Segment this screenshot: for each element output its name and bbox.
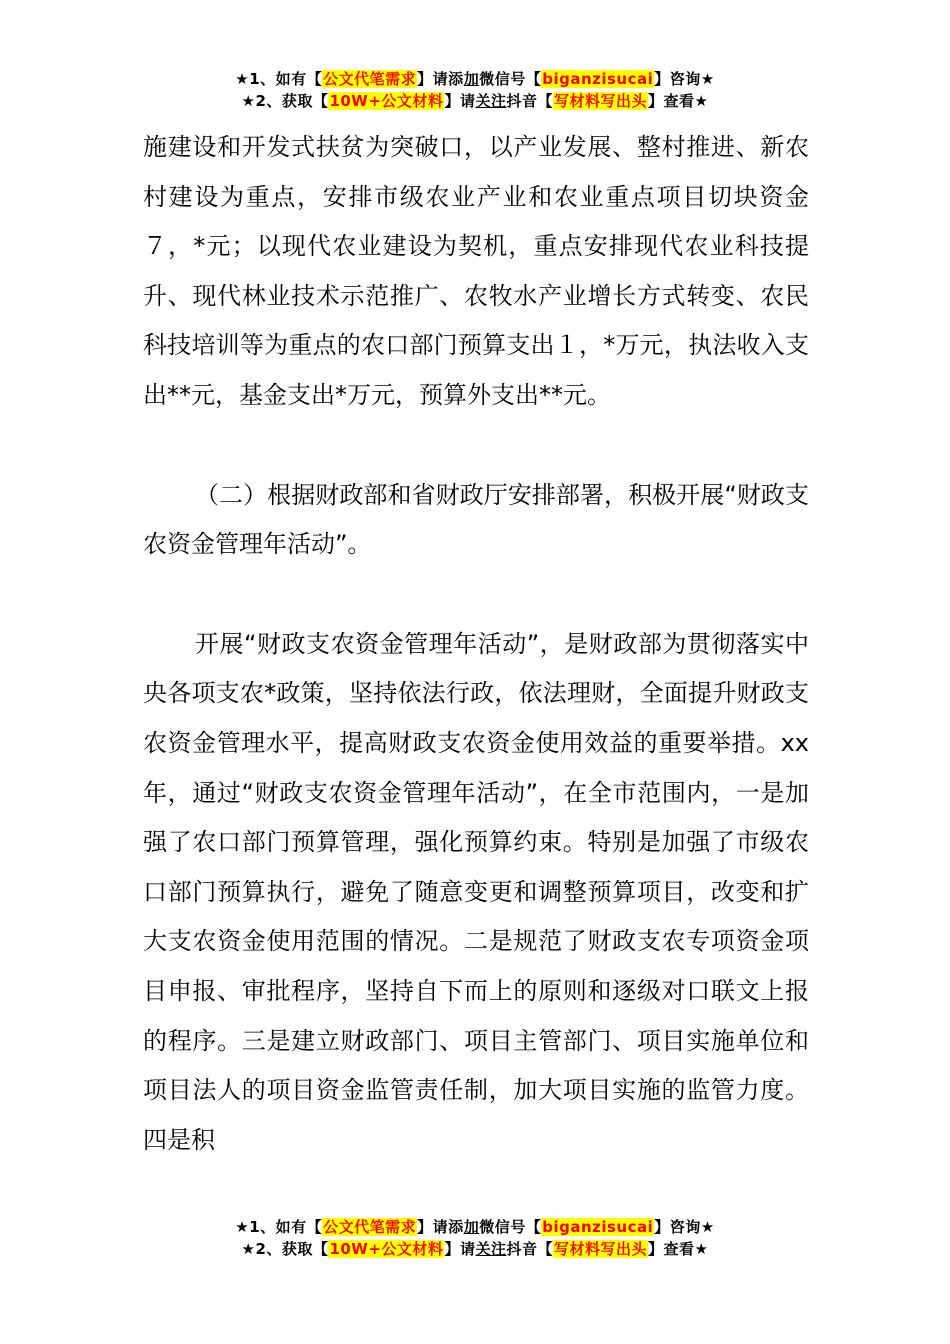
- banner-text: 】请添: [417, 70, 464, 88]
- banner-text: 抖音【: [506, 92, 553, 110]
- banner-line-2: [0, 90, 950, 112]
- paragraph-spacer: [143, 570, 809, 620]
- douyin-id: 写材料写出头: [553, 92, 647, 110]
- banner-text: 微信号【: [479, 1218, 542, 1236]
- banner-line-1: [0, 68, 950, 90]
- banner-text: 加: [463, 70, 480, 88]
- banner-text: ★1、如有【: [235, 70, 323, 88]
- banner-text: 抖音【: [506, 1240, 553, 1258]
- banner-text: 关注: [475, 92, 507, 110]
- highlight-label: 10W+公文材料: [329, 92, 444, 110]
- banner-text: ★2、获取【: [241, 92, 329, 110]
- paragraph-spacer: [143, 421, 809, 471]
- banner-line-2: [0, 1238, 950, 1260]
- document-body: [143, 123, 809, 1165]
- section-heading: （二）根据财政部和省财政厅安排部署，积极开展“财政支农资金管理年活动”。: [143, 480, 809, 559]
- footer-banner: [0, 1216, 950, 1260]
- paragraph-continued: 施建设和开发式扶贫为突破口，以产业发展、整村推进、新农村建设为重点，安排市级农业产业和农业重点项目切块资金７，*元；以现代农业建设为契机，重点安排现代农业科技提升、现代林业技术示范推广、农牧水产业增长方式转变、农民科技培训等为重点的农口部门预算支出１，*万元，执法收入支出**元，基金支出*万元，预算外支出**元。: [143, 133, 809, 409]
- banner-text: 】请: [444, 92, 476, 110]
- highlight-label: 公文代笔需求: [323, 70, 417, 88]
- banner-text: 加: [463, 1218, 480, 1236]
- banner-text: ★2、获取【: [241, 1240, 329, 1258]
- banner-text: ★1、如有【: [235, 1218, 323, 1236]
- banner-text: 关注: [475, 1240, 507, 1258]
- banner-text: 】咨询★: [654, 70, 715, 88]
- wechat-id: biganzisucai: [542, 70, 654, 88]
- banner-text: 】查看★: [648, 1240, 709, 1258]
- highlight-label: 10W+公文材料: [329, 1240, 444, 1258]
- banner-text: 微信号【: [479, 70, 542, 88]
- banner-text: 】查看★: [648, 92, 709, 110]
- banner-text: 】请添: [417, 1218, 464, 1236]
- banner-text: 】咨询★: [654, 1218, 715, 1236]
- header-banner: [0, 68, 950, 112]
- paragraph: 开展“财政支农资金管理年活动”，是财政部为贯彻落实中央各项支农*政策，坚持依法行政，依法理财，全面提升财政支农资金管理水平，提高财政支农资金使用效益的重要举措。xx年，通过“财政支农资金管理年活动”，在全市范围内，一是加强了农口部门预算管理，强化预算约束。特别是加强了市级农口部门预算执行，避免了随意变更和调整预算项目，改变和扩大支农资金使用范围的情况。二是规范了财政支农专项资金项目申报、审批程序，坚持自下而上的原则和逐级对口联文上报的程序。三是建立财政部门、项目主管部门、项目实施单位和项目法人的项目资金监管责任制，加大项目实施的监管力度。四是积: [143, 629, 809, 1154]
- wechat-id: biganzisucai: [542, 1218, 654, 1236]
- douyin-id: 写材料写出头: [553, 1240, 647, 1258]
- banner-text: 】请: [444, 1240, 476, 1258]
- highlight-label: 公文代笔需求: [323, 1218, 417, 1236]
- banner-line-1: [0, 1216, 950, 1238]
